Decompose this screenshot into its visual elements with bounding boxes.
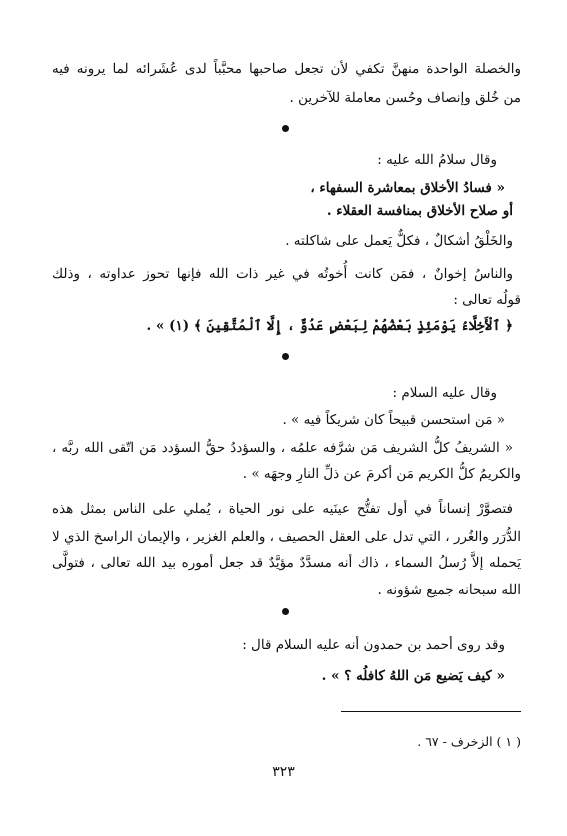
quote-line: والناسُ إخوانٌ ، فمَن كانت أُخوتُه في غير ذات الله فإنها تحوز عداوته ، وذلك — [52, 266, 513, 282]
quote-line: والكريمُ كلُّ الكريم مَن أكرمَ عن ذلِّ النارِ وجهَه » . — [242, 466, 521, 482]
section-divider-dot — [282, 353, 289, 360]
section-divider-dot — [282, 125, 289, 132]
footnote: ( ١ ) الزخرف - ٦٧ . — [417, 734, 521, 749]
paragraph-line: من خُلق وإنصاف وحُسن معاملة للآخرين . — [289, 90, 521, 106]
quote-line: « كيف يَضيع مَن اللهُ كافلُه ؟ » . — [321, 668, 505, 684]
paragraph-line: الدُّرَر والغُرر ، التي تدل على العقل الحصيف ، والعلم الغزير ، والإيمان الراسخ الذي لا — [52, 529, 521, 545]
paragraph-line: يَحمله إلاَّ رُسلُ السماء ، ذاك أنه مسدَّدٌ مؤيَّدٌ قد جعل أموره بيد الله تعالى ، فتولَّى — [52, 555, 521, 571]
paragraph-line: والخصلة الواحدة منهنَّ تكفي لأن تجعل صاحبها محبَّباً لدى عُشَرائه لما يرونه فيه — [52, 61, 521, 77]
page-number: ٣٢٣ — [272, 764, 295, 780]
section-divider-dot — [282, 608, 289, 615]
paragraph-line: فتصوَّرْ إنساناً في أول تفتُّح عينَيه على نور الحياة ، يُملي على الناس بمثل هذه — [52, 501, 513, 517]
quote-line: « مَن استحسن قبيحاً كان شريكاً فيه » . — [282, 412, 505, 428]
quran-verse: ﴿ ٱلْأَخِلَّاءُ يَوْمَئِذٍ بَعْضُهُمْ لِبَعْضٍ عَدُوٌّ ، إِلَّا ٱلْمُتَّقِينَ ﴾ (١) » . — [146, 318, 513, 334]
quote-line: والخَلْقُ أشكالٌ ، فكلٌّ يَعمل على شاكلته . — [285, 233, 513, 249]
quote-intro: وقال سلامُ الله عليه : — [377, 152, 497, 168]
quote-line: « الشريفُ كلُّ الشريف مَن شرَّفه علمُه ، والسؤددُ حقُّ السؤدد مَن اتّقى الله ربَّه ، — [52, 440, 513, 456]
quote-line: أو صلاح الأخلاق بمنافسة العقلاء . — [326, 203, 513, 219]
quote-intro: وقد روى أحمد بن حمدون أنه عليه السلام قال : — [242, 637, 505, 653]
quote-line: قولُه تعالى : — [453, 292, 521, 308]
footnote-separator — [341, 711, 521, 712]
paragraph-line: الله سبحانه جميع شؤونه . — [377, 582, 521, 598]
quote-intro: وقال عليه السلام : — [392, 385, 497, 401]
quote-line: « فسادُ الأخلاق بمعاشرة السفهاء ، — [310, 180, 505, 196]
